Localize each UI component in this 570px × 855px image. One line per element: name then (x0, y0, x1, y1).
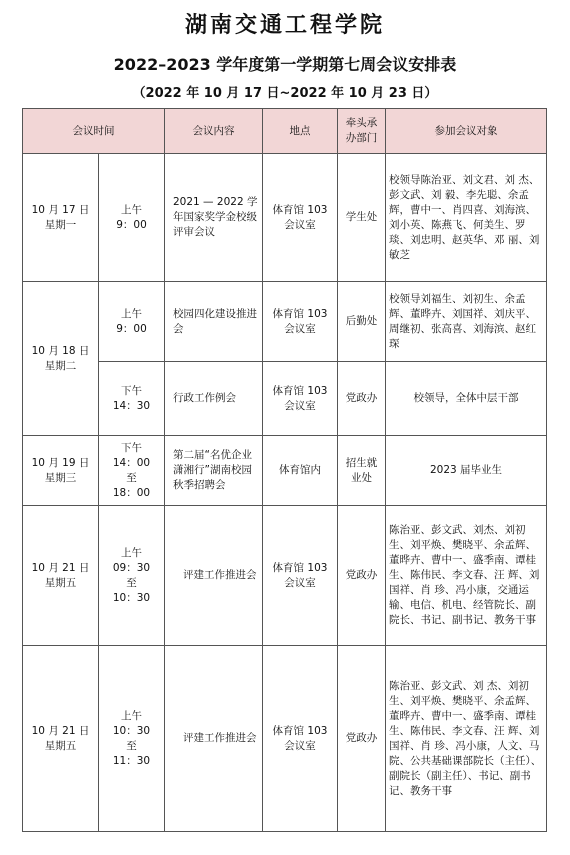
meeting-content: 2021 — 2022 学年国家奖学金校级评审会议 (165, 154, 263, 282)
meeting-weekday: 星期二 (44, 359, 77, 372)
meeting-time: 9：00 (116, 218, 147, 231)
meeting-content: 第二届“名优企业潇湘行”湖南校园秋季招聘会 (165, 436, 263, 506)
time-period: 下午 (121, 441, 142, 454)
time-cell (99, 436, 165, 506)
meeting-time-end: 11：30 (112, 754, 151, 767)
time-separator: 至 (126, 739, 137, 752)
meeting-attendees: 校领导刘福生、刘初生、余孟辉、董晔卉、刘国祥、刘庆平、周继初、张高喜、刘海滨、赵红琛 (386, 282, 547, 362)
meeting-location: 体育馆 103 会议室 (263, 282, 338, 362)
time-cell (99, 362, 165, 436)
date-cell (23, 436, 99, 506)
time-cell (99, 154, 165, 282)
meeting-location: 体育馆内 (263, 436, 338, 506)
table-header-row (23, 109, 547, 154)
meeting-dept: 学生处 (338, 154, 386, 282)
meeting-location: 体育馆 103 会议室 (263, 154, 338, 282)
time-period: 上午 (121, 709, 142, 722)
meeting-time: 14：00 (112, 456, 151, 469)
meeting-time: 10：30 (112, 724, 151, 737)
school-name: 湖南交通工程学院 (184, 12, 385, 38)
meeting-dept: 党政办 (338, 646, 386, 832)
date-cell (23, 506, 99, 646)
date-range: （2022 年 10 月 17 日~2022 年 10 月 23 日） (132, 86, 438, 101)
date-cell (23, 154, 99, 282)
date-cell (23, 282, 99, 436)
meeting-weekday: 星期五 (44, 576, 77, 589)
table-row (23, 154, 547, 282)
meeting-location: 体育馆 103 会议室 (263, 646, 338, 832)
meeting-content: 校园四化建设推进会 (165, 282, 263, 362)
meeting-dept: 党政办 (338, 506, 386, 646)
meeting-time-end: 18：00 (112, 486, 151, 499)
meeting-attendees: 校领导陈治亚、刘文君、刘 杰、彭文武、刘 毅、李先聪、余孟辉，曹中一、肖四喜、刘海滨、刘小英、陈燕飞、何美生、罗 琰、刘忠明、赵英华、邓 丽、刘敏芝 (386, 154, 547, 282)
time-cell (99, 646, 165, 832)
table-row (23, 646, 547, 832)
page-title: 2022–2023 学年度第一学期第七周会议安排表 (113, 55, 457, 74)
meeting-content: 评建工作推进会 (165, 646, 263, 832)
meeting-weekday: 星期五 (44, 739, 77, 752)
meeting-attendees: 陈治亚、彭文武、刘 杰、刘初生、刘平焕、樊晓平、余孟辉、董晔卉、曹中一、盛季南、谭桂生、陈伟民、李文春、汪 辉、刘国祥、肖 珍、冯小康，人文、马院、公共基础课部院长（主任）、副院长（副主任）、书记、副书记、教务干事 (386, 646, 547, 832)
meeting-time: 14：30 (112, 399, 151, 412)
header-location: 地点 (263, 109, 338, 154)
time-cell (99, 282, 165, 362)
meeting-dept: 招生就业处 (338, 436, 386, 506)
time-separator: 至 (126, 576, 137, 589)
meeting-date: 10 月 17 日 (31, 203, 90, 216)
meeting-date: 10 月 19 日 (31, 456, 90, 469)
meeting-time: 9：00 (116, 322, 147, 335)
meeting-dept: 后勤处 (338, 282, 386, 362)
header-content: 会议内容 (165, 109, 263, 154)
meeting-dept: 党政办 (338, 362, 386, 436)
header-dept: 牵头承办部门 (338, 109, 386, 154)
meeting-date: 10 月 21 日 (31, 724, 90, 737)
time-period: 上午 (121, 203, 142, 216)
time-cell (99, 506, 165, 646)
time-separator: 至 (126, 471, 137, 484)
table-row (23, 436, 547, 506)
table-row (23, 282, 547, 362)
time-period: 上午 (121, 307, 142, 320)
meeting-location: 体育馆 103 会议室 (263, 362, 338, 436)
meeting-time-end: 10：30 (112, 591, 151, 604)
meeting-time: 09：30 (112, 561, 151, 574)
table-row (23, 506, 547, 646)
meeting-content: 行政工作例会 (165, 362, 263, 436)
meeting-content: 评建工作推进会 (165, 506, 263, 646)
meeting-date: 10 月 21 日 (31, 561, 90, 574)
time-period: 下午 (121, 384, 142, 397)
meeting-weekday: 星期三 (44, 471, 77, 484)
meeting-attendees: 陈治亚、彭文武、刘杰、刘初生、刘平焕、樊晓平、余孟辉、董晔卉、曹中一、盛季南、谭桂生、陈伟民、李文春、汪 辉、刘国祥、肖 珍、冯小康，交通运输、电信、机电、经管院长、副院长、书记、副书记、教务干事 (386, 506, 547, 646)
meeting-weekday: 星期一 (44, 218, 77, 231)
header-attendees: 参加会议对象 (386, 109, 547, 154)
meeting-attendees: 2023 届毕业生 (386, 436, 547, 506)
time-period: 上午 (121, 546, 142, 559)
meeting-location: 体育馆 103 会议室 (263, 506, 338, 646)
meeting-attendees: 校领导，全体中层干部 (386, 362, 547, 436)
table-row (23, 362, 547, 436)
header-time: 会议时间 (23, 109, 165, 154)
meeting-date: 10 月 18 日 (31, 344, 90, 357)
date-cell (23, 646, 99, 832)
meeting-schedule-table (22, 108, 547, 832)
